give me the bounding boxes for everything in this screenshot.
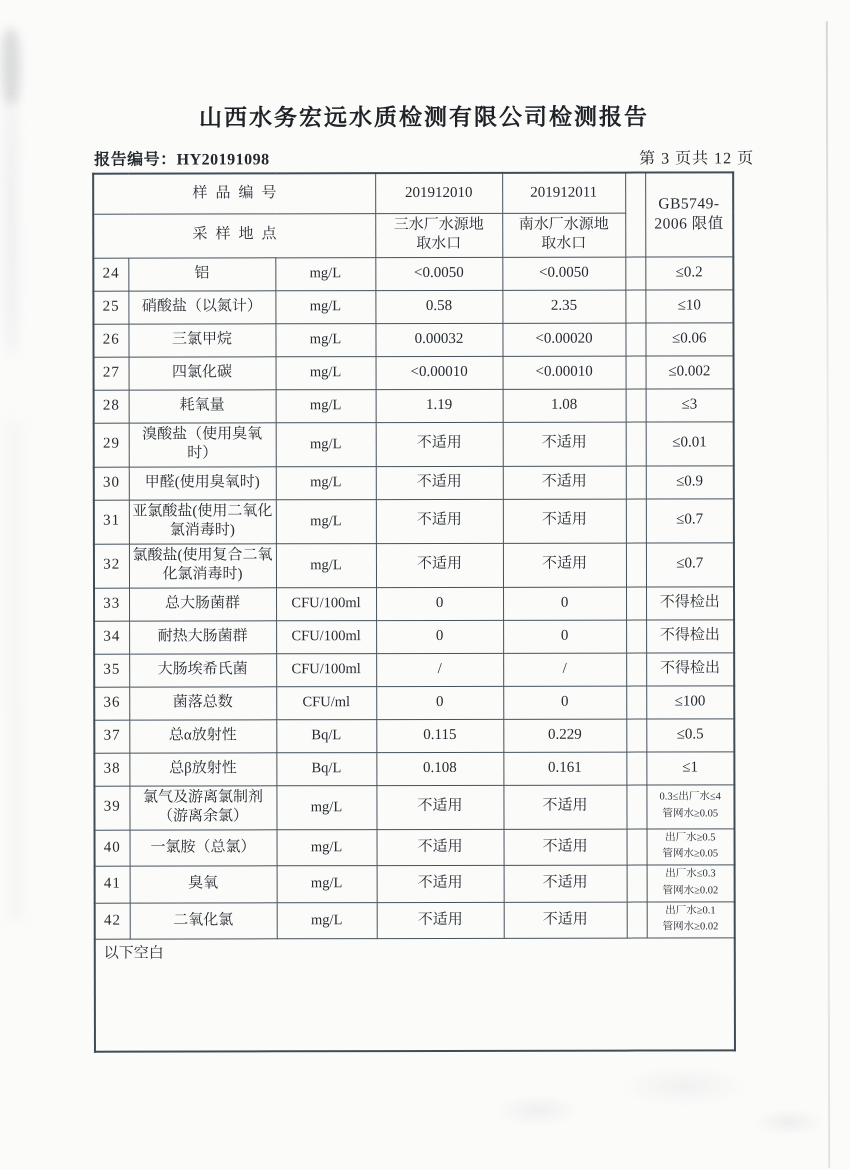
param-number-cell: 33 — [94, 588, 129, 621]
paper-edge-shadow — [826, 21, 830, 1168]
limit-cell: ≤0.7 — [646, 542, 734, 586]
unit-cell: Bq/L — [276, 752, 376, 785]
table-row — [95, 902, 735, 940]
page-title: 山西水务宏远水质检测有限公司检测报告 — [198, 104, 650, 131]
spacer-cell — [626, 752, 646, 785]
sample2-value-cell: <0.00010 — [503, 356, 626, 389]
sample2-value-cell: / — [503, 653, 626, 686]
param-name-cell: 硝酸盐（以氮计） — [128, 290, 275, 323]
unit-cell: Bq/L — [276, 719, 376, 752]
sample2-value-cell: 不适用 — [504, 865, 627, 902]
results-table-header — [93, 172, 733, 257]
sample1-value-cell: <0.00010 — [376, 356, 503, 389]
page-indicator: 第 3 页共 12 页 — [639, 150, 755, 168]
table-row — [94, 652, 734, 686]
limit-header-cell: GB5749- 2006 限值 — [645, 172, 733, 256]
unit-cell: mg/L — [275, 323, 375, 356]
limit-cell: ≤0.9 — [646, 465, 734, 498]
results-table — [92, 171, 736, 1053]
param-number-cell: 24 — [93, 258, 128, 291]
unit-cell: mg/L — [277, 902, 377, 939]
param-name-cell: 氯气及游离氯制剂（游离余氯） — [129, 785, 276, 829]
sample1-value-cell: 不适用 — [376, 466, 503, 499]
param-name-cell: 铝 — [128, 257, 275, 290]
report-meta — [94, 145, 754, 169]
unit-cell: mg/L — [276, 389, 376, 422]
param-number-cell: 26 — [93, 324, 128, 357]
table-row — [94, 465, 734, 499]
spacer-cell — [625, 323, 645, 356]
sample1-value-cell: 0 — [376, 587, 503, 620]
sample2-value-cell: 不适用 — [504, 902, 627, 939]
sample2-value-cell: 不适用 — [504, 829, 627, 866]
spacer-cell — [627, 902, 647, 939]
spacer-cell — [626, 686, 646, 719]
table-row — [94, 784, 734, 829]
param-name-cell: 一氯胺（总氯） — [130, 829, 277, 866]
sample2-value-cell: 不适用 — [503, 466, 626, 499]
limit-cell: ≤0.06 — [645, 322, 733, 355]
sample1-value-cell: 不适用 — [377, 829, 504, 866]
param-number-cell: 35 — [94, 654, 129, 687]
limit-cell: ≤1 — [646, 751, 734, 784]
unit-cell: mg/L — [275, 257, 375, 290]
table-row — [95, 865, 735, 903]
table-row — [94, 718, 734, 752]
param-name-cell: 耐热大肠菌群 — [129, 620, 276, 653]
sample2-value-cell: 0.229 — [503, 719, 626, 752]
param-number-cell: 41 — [95, 866, 130, 903]
param-number-cell: 27 — [94, 357, 129, 390]
sample1-value-cell: <0.0050 — [375, 257, 502, 290]
limit-cell: 0.3≤出厂水≤4 管网水≥0.05 — [646, 784, 734, 828]
sampling-site-label-cell: 采样地点 — [93, 213, 375, 258]
unit-cell: mg/L — [277, 829, 377, 866]
spacer-cell — [626, 466, 646, 499]
sample2-value-cell: 0 — [503, 587, 626, 620]
spacer-cell — [626, 389, 646, 422]
sample1-value-cell: / — [376, 653, 503, 686]
table-row — [93, 289, 733, 323]
sample1-value-cell: 0.115 — [376, 719, 503, 752]
param-name-cell: 总α放射性 — [129, 719, 276, 752]
param-name-cell: 菌落总数 — [129, 686, 276, 719]
scan-artifact — [5, 96, 18, 356]
spacer-cell — [625, 257, 645, 290]
param-number-cell: 38 — [94, 753, 129, 786]
table-row — [94, 685, 734, 719]
limit-cell: ≤10 — [645, 289, 733, 322]
spacer-cell — [626, 620, 646, 653]
unit-cell: CFU/ml — [276, 686, 376, 719]
spacer-cell — [626, 499, 646, 543]
sample1-value-cell: 不适用 — [376, 543, 503, 587]
param-name-cell: 总大肠菌群 — [129, 587, 276, 620]
param-number-cell: 40 — [95, 830, 130, 867]
sample1-value-cell: 不适用 — [377, 902, 504, 939]
table-row — [94, 498, 734, 543]
sample1-value-cell: 不适用 — [376, 785, 503, 829]
param-name-cell: 耗氧量 — [129, 389, 276, 422]
sample1-value-cell: 0.108 — [376, 752, 503, 785]
param-name-cell: 四氯化碳 — [129, 356, 276, 389]
spacer-cell — [626, 356, 646, 389]
sample2-id-cell: 201912011 — [502, 173, 625, 213]
limit-cell: ≤0.002 — [646, 355, 734, 388]
spacer-cell — [627, 865, 647, 902]
sample1-value-cell: 不适用 — [377, 865, 504, 902]
sample1-value-cell: 0 — [376, 686, 503, 719]
limit-cell: ≤0.7 — [646, 498, 734, 542]
spacer-cell — [626, 719, 646, 752]
limit-cell: ≤0.2 — [645, 256, 733, 289]
sample1-value-cell: 0.58 — [375, 290, 502, 323]
sample2-value-cell: 0.161 — [503, 752, 626, 785]
unit-cell: mg/L — [275, 290, 375, 323]
table-row — [94, 751, 734, 785]
sample1-id-cell: 201912010 — [375, 173, 502, 213]
param-number-cell: 32 — [94, 544, 129, 588]
sample2-value-cell: 不适用 — [503, 785, 626, 829]
table-row — [94, 619, 734, 653]
unit-cell: mg/L — [276, 466, 376, 499]
unit-cell: mg/L — [276, 499, 376, 543]
table-row — [93, 256, 733, 290]
sample-id-label-cell: 样品编号 — [93, 173, 375, 214]
spacer-cell — [626, 422, 646, 466]
spacer-cell — [625, 290, 645, 323]
below-blank-note: 以下空白 — [95, 938, 735, 1052]
table-row — [94, 388, 734, 422]
param-name-cell: 甲醛(使用臭氧时) — [129, 466, 276, 499]
param-name-cell: 二氧化氯 — [130, 902, 277, 939]
scan-noise — [411, 1038, 831, 1159]
param-number-cell: 36 — [94, 687, 129, 720]
sample2-value-cell: <0.0050 — [502, 257, 625, 290]
param-name-cell: 溴酸盐（使用臭氧时） — [129, 422, 276, 466]
limit-cell: 不得检出 — [646, 619, 734, 652]
table-row — [93, 322, 733, 356]
spacer-cell — [626, 653, 646, 686]
sample2-value-cell: 0 — [503, 686, 626, 719]
header-row-sample-id — [93, 172, 733, 213]
sample1-site-cell: 三水厂水源地 取水口 — [375, 213, 502, 257]
param-name-cell: 三氯甲烷 — [128, 323, 275, 356]
scan-artifact — [2, 29, 20, 104]
param-number-cell: 25 — [93, 291, 128, 324]
report-number — [94, 146, 270, 169]
unit-cell: CFU/100ml — [276, 620, 376, 653]
sample1-value-cell: 不适用 — [376, 499, 503, 543]
limit-cell: ≤100 — [646, 685, 734, 718]
spacer-cell — [627, 829, 647, 866]
sample1-value-cell: 0 — [376, 620, 503, 653]
sample2-site-cell: 南水厂水源地 取水口 — [502, 213, 625, 257]
unit-cell: mg/L — [276, 543, 376, 587]
unit-cell: mg/L — [276, 785, 376, 829]
sample1-value-cell: 不适用 — [376, 422, 503, 466]
unit-cell: CFU/100ml — [276, 653, 376, 686]
report-number-value: HY20191098 — [176, 151, 270, 169]
results-table-body — [93, 256, 734, 939]
table-row — [94, 586, 734, 620]
limit-cell: 不得检出 — [646, 586, 734, 619]
param-name-cell: 大肠埃希氏菌 — [129, 653, 276, 686]
table-row — [95, 828, 735, 866]
table-row — [94, 542, 734, 587]
param-number-cell: 28 — [94, 390, 129, 423]
param-number-cell: 30 — [94, 467, 129, 500]
unit-cell: CFU/100ml — [276, 587, 376, 620]
param-name-cell: 总β放射性 — [129, 752, 276, 785]
param-name-cell: 臭氧 — [130, 866, 277, 903]
spacer-cell — [626, 587, 646, 620]
table-row — [94, 355, 734, 389]
param-number-cell: 31 — [94, 500, 129, 544]
report-number-label: 报告编号： — [94, 151, 177, 169]
sample2-value-cell: 2.35 — [502, 290, 625, 323]
sample2-value-cell: 1.08 — [503, 389, 626, 422]
unit-cell: mg/L — [276, 356, 376, 389]
limit-cell: 不得检出 — [646, 652, 734, 685]
param-number-cell: 37 — [94, 720, 129, 753]
sample1-value-cell: 1.19 — [376, 389, 503, 422]
spacer-cell — [626, 785, 646, 829]
limit-cell: ≤3 — [646, 388, 734, 421]
sample2-value-cell: 0 — [503, 620, 626, 653]
param-number-cell: 34 — [94, 621, 129, 654]
param-number-cell: 39 — [94, 786, 129, 830]
spacer-cell — [626, 543, 646, 587]
unit-cell: mg/L — [277, 866, 377, 903]
param-name-cell: 亚氯酸盐(使用二氧化氯消毒时) — [129, 499, 276, 543]
limit-cell: 出厂水≥0.5 管网水≥0.05 — [647, 828, 735, 865]
sample2-value-cell: 不适用 — [503, 543, 626, 587]
unit-cell: mg/L — [276, 422, 376, 466]
limit-cell: 出厂水≥0.1 管网水≥0.02 — [647, 902, 735, 939]
blank-row — [95, 938, 735, 1052]
sample2-value-cell: <0.00020 — [502, 323, 625, 356]
param-name-cell: 氯酸盐(使用复合二氧化氯消毒时) — [129, 543, 276, 587]
scan-artifact — [10, 421, 21, 921]
table-row — [94, 421, 734, 466]
spacer-column — [625, 173, 645, 257]
limit-cell: ≤0.01 — [646, 421, 734, 465]
param-number-cell: 29 — [94, 423, 129, 467]
sample1-value-cell: 0.00032 — [375, 323, 502, 356]
param-number-cell: 42 — [95, 903, 130, 940]
sample2-value-cell: 不适用 — [503, 422, 626, 466]
results-table-footer — [95, 938, 735, 1052]
limit-cell: 出厂水≤0.3 管网水≥0.02 — [647, 865, 735, 902]
limit-cell: ≤0.5 — [646, 718, 734, 751]
sample2-value-cell: 不适用 — [503, 499, 626, 543]
